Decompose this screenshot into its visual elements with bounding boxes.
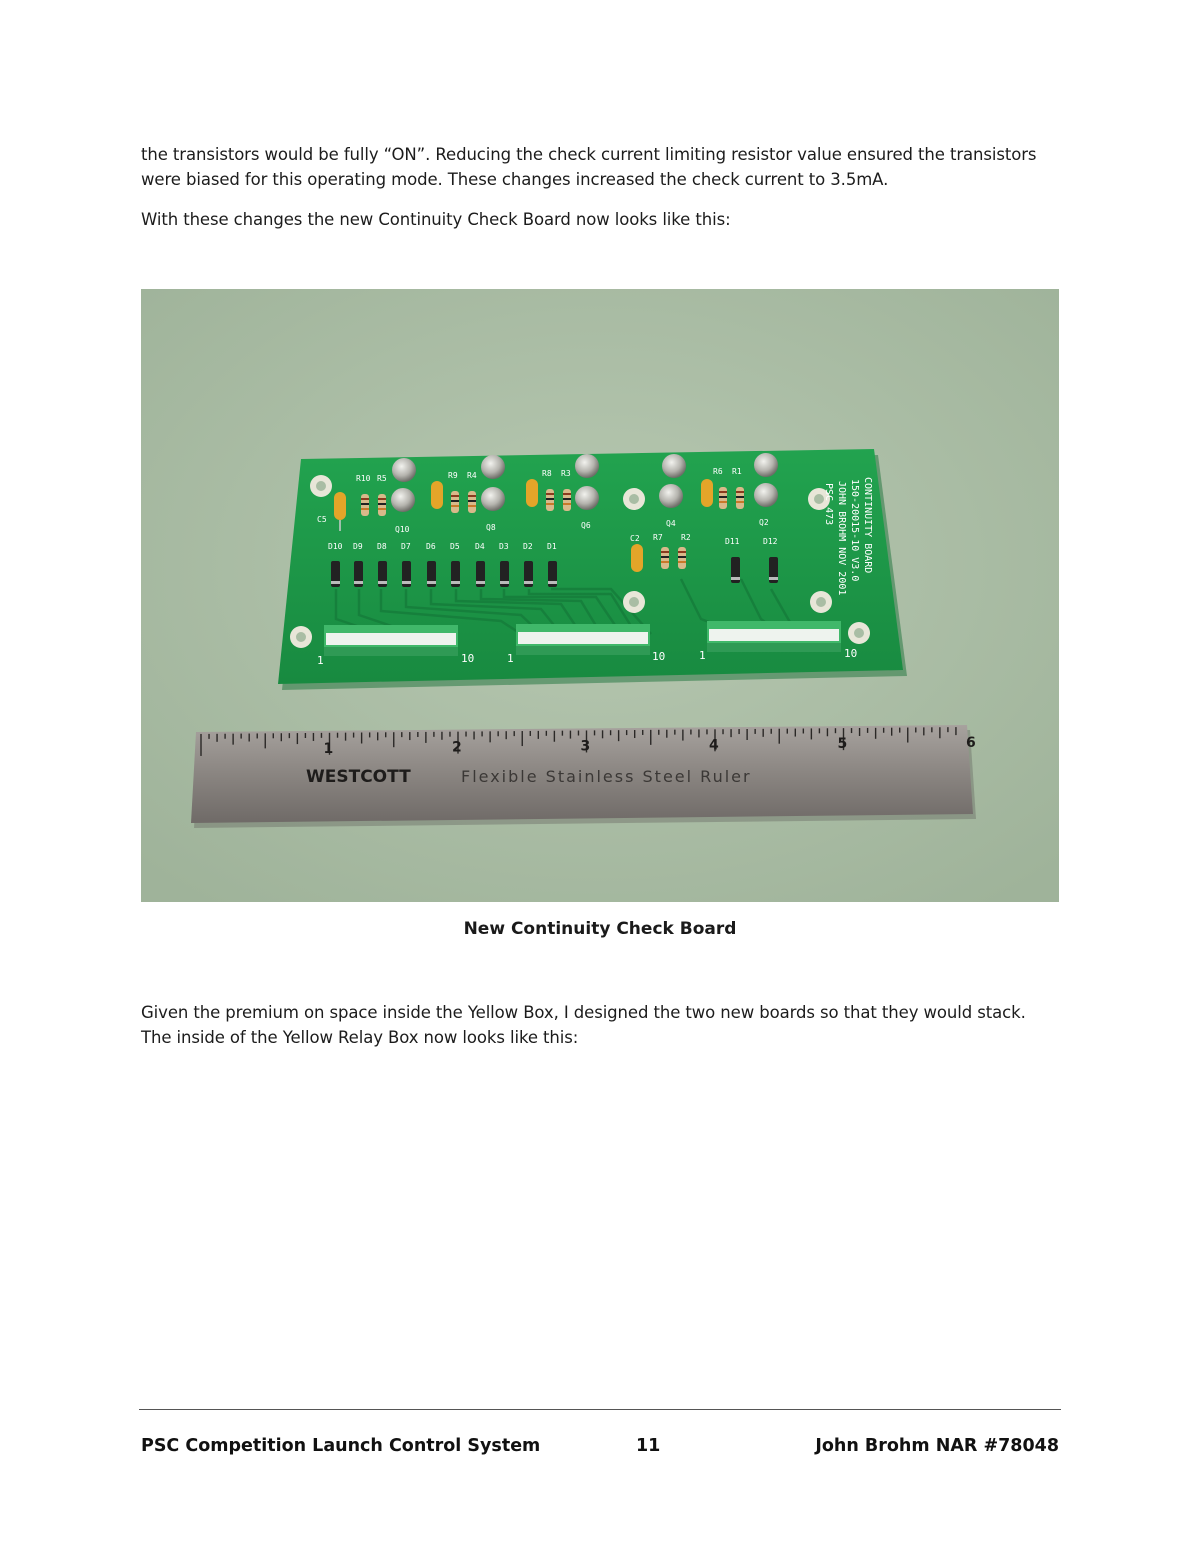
resistor <box>736 487 744 509</box>
diode <box>427 561 436 587</box>
mounting-hole <box>310 475 332 497</box>
terminal-1-end: 10 <box>461 652 475 665</box>
board-title: CONTINUITY BOARD <box>862 477 873 574</box>
label-q6: Q6 <box>581 521 591 530</box>
paragraph-1-line-1: the transistors would be fully “ON”. Reducing the check current limiting resistor value ensured the transistors <box>141 145 1037 164</box>
diode <box>476 561 485 587</box>
label-d4: D4 <box>475 542 485 551</box>
diode <box>731 557 740 583</box>
resistor <box>451 491 459 513</box>
capacitor-c2 <box>631 544 643 572</box>
terminal-2-end: 10 <box>652 650 666 663</box>
transistor <box>659 484 683 508</box>
diode <box>451 561 460 587</box>
terminal-block-3 <box>707 621 841 652</box>
ruler-inch-label: 4 <box>709 737 719 754</box>
mounting-hole <box>810 591 832 613</box>
terminal-2-start: 1 <box>507 652 514 665</box>
ruler <box>191 725 976 828</box>
paragraph-1 <box>141 142 1061 192</box>
board-photo <box>141 289 1059 902</box>
paragraph-2: With these changes the new Continuity Check Board now looks like this: <box>141 210 731 229</box>
label-d7: D7 <box>401 542 411 551</box>
ruler-inch-label: 3 <box>580 738 591 755</box>
resistor <box>563 489 571 511</box>
transistor <box>481 455 505 479</box>
label-d9: D9 <box>353 542 363 551</box>
label-c5: C5 <box>317 515 327 524</box>
footer-page-number: 11 <box>636 1436 661 1456</box>
resistor <box>546 489 554 511</box>
resistor <box>378 494 386 516</box>
ruler-inch-label: 2 <box>452 739 462 756</box>
diode <box>402 561 411 587</box>
transistor <box>575 454 599 478</box>
label-r7: R7 <box>653 533 663 542</box>
paragraph-1-line-2: were biased for this operating mode. These changes increased the check current to 3.5mA. <box>141 170 889 189</box>
resistor <box>719 487 727 509</box>
label-r9: R9 <box>448 471 458 480</box>
label-d1: D1 <box>547 542 557 551</box>
ruler-inch-label: 1 <box>323 740 334 757</box>
diode <box>500 561 509 587</box>
resistor <box>661 547 669 569</box>
label-q8: Q8 <box>486 523 496 532</box>
label-r8: R8 <box>542 469 552 478</box>
capacitor <box>431 481 443 509</box>
transistor <box>391 488 415 512</box>
mounting-hole <box>623 488 645 510</box>
paragraph-3 <box>141 1000 1061 1050</box>
diode <box>769 557 778 583</box>
label-d8: D8 <box>377 542 387 551</box>
ruler-text: Flexible Stainless Steel Ruler <box>461 767 752 786</box>
diode <box>331 561 340 587</box>
resistor <box>468 491 476 513</box>
mounting-hole <box>623 591 645 613</box>
ruler-inch-label: 5 <box>837 736 848 753</box>
label-r6: R6 <box>713 467 723 476</box>
board-part-number: 150-20015-10 V3.0 <box>849 479 860 582</box>
ruler-brand: WESTCOTT <box>306 767 411 787</box>
footer-document-title: PSC Competition Launch Control System <box>141 1436 541 1456</box>
transistor <box>754 453 778 477</box>
terminal-3-end: 10 <box>844 647 858 660</box>
label-r10: R10 <box>356 474 371 483</box>
ruler-inch-label: 6 <box>966 735 976 752</box>
mounting-hole <box>848 622 870 644</box>
footer-author: John Brohm NAR #78048 <box>815 1436 1059 1456</box>
label-r4: R4 <box>467 471 477 480</box>
label-r2: R2 <box>681 533 691 542</box>
board-club: PSC 473 <box>823 483 834 526</box>
label-r5: R5 <box>377 474 387 483</box>
terminal-3-start: 1 <box>699 649 706 662</box>
label-d3: D3 <box>499 542 509 551</box>
figure-caption: New Continuity Check Board <box>463 919 737 939</box>
diode <box>524 561 533 587</box>
transistor <box>662 454 686 478</box>
transistor <box>575 486 599 510</box>
diode <box>378 561 387 587</box>
board-author: JOHN BROHM NOV 2001 <box>836 481 847 596</box>
label-d5: D5 <box>450 542 460 551</box>
label-q10: Q10 <box>395 525 410 534</box>
label-r3: R3 <box>561 469 571 478</box>
diode <box>354 561 363 587</box>
paragraph-3-line-2: The inside of the Yellow Relay Box now looks like this: <box>141 1028 579 1047</box>
transistor <box>392 458 416 482</box>
transistor <box>481 487 505 511</box>
paragraph-3-line-1: Given the premium on space inside the Yellow Box, I designed the two new boards so that they would stack. <box>141 1003 1026 1022</box>
resistor <box>361 494 369 516</box>
label-q4: Q4 <box>666 519 676 528</box>
label-c2: C2 <box>630 534 640 543</box>
diode <box>548 561 557 587</box>
board-photo-illustration <box>141 289 1059 902</box>
capacitor <box>526 479 538 507</box>
mounting-hole <box>290 626 312 648</box>
footer-divider <box>139 1409 1061 1410</box>
terminal-blocks <box>324 621 841 656</box>
terminal-block-2 <box>516 624 650 655</box>
resistor <box>678 547 686 569</box>
label-d6: D6 <box>426 542 436 551</box>
terminal-1-start: 1 <box>317 654 324 667</box>
label-q2: Q2 <box>759 518 769 527</box>
label-d11: D11 <box>725 537 740 546</box>
label-r1: R1 <box>732 467 742 476</box>
label-d12: D12 <box>763 537 778 546</box>
transistor <box>754 483 778 507</box>
label-d2: D2 <box>523 542 533 551</box>
terminal-block-1 <box>324 625 458 656</box>
capacitor <box>701 479 713 507</box>
label-d10: D10 <box>328 542 343 551</box>
